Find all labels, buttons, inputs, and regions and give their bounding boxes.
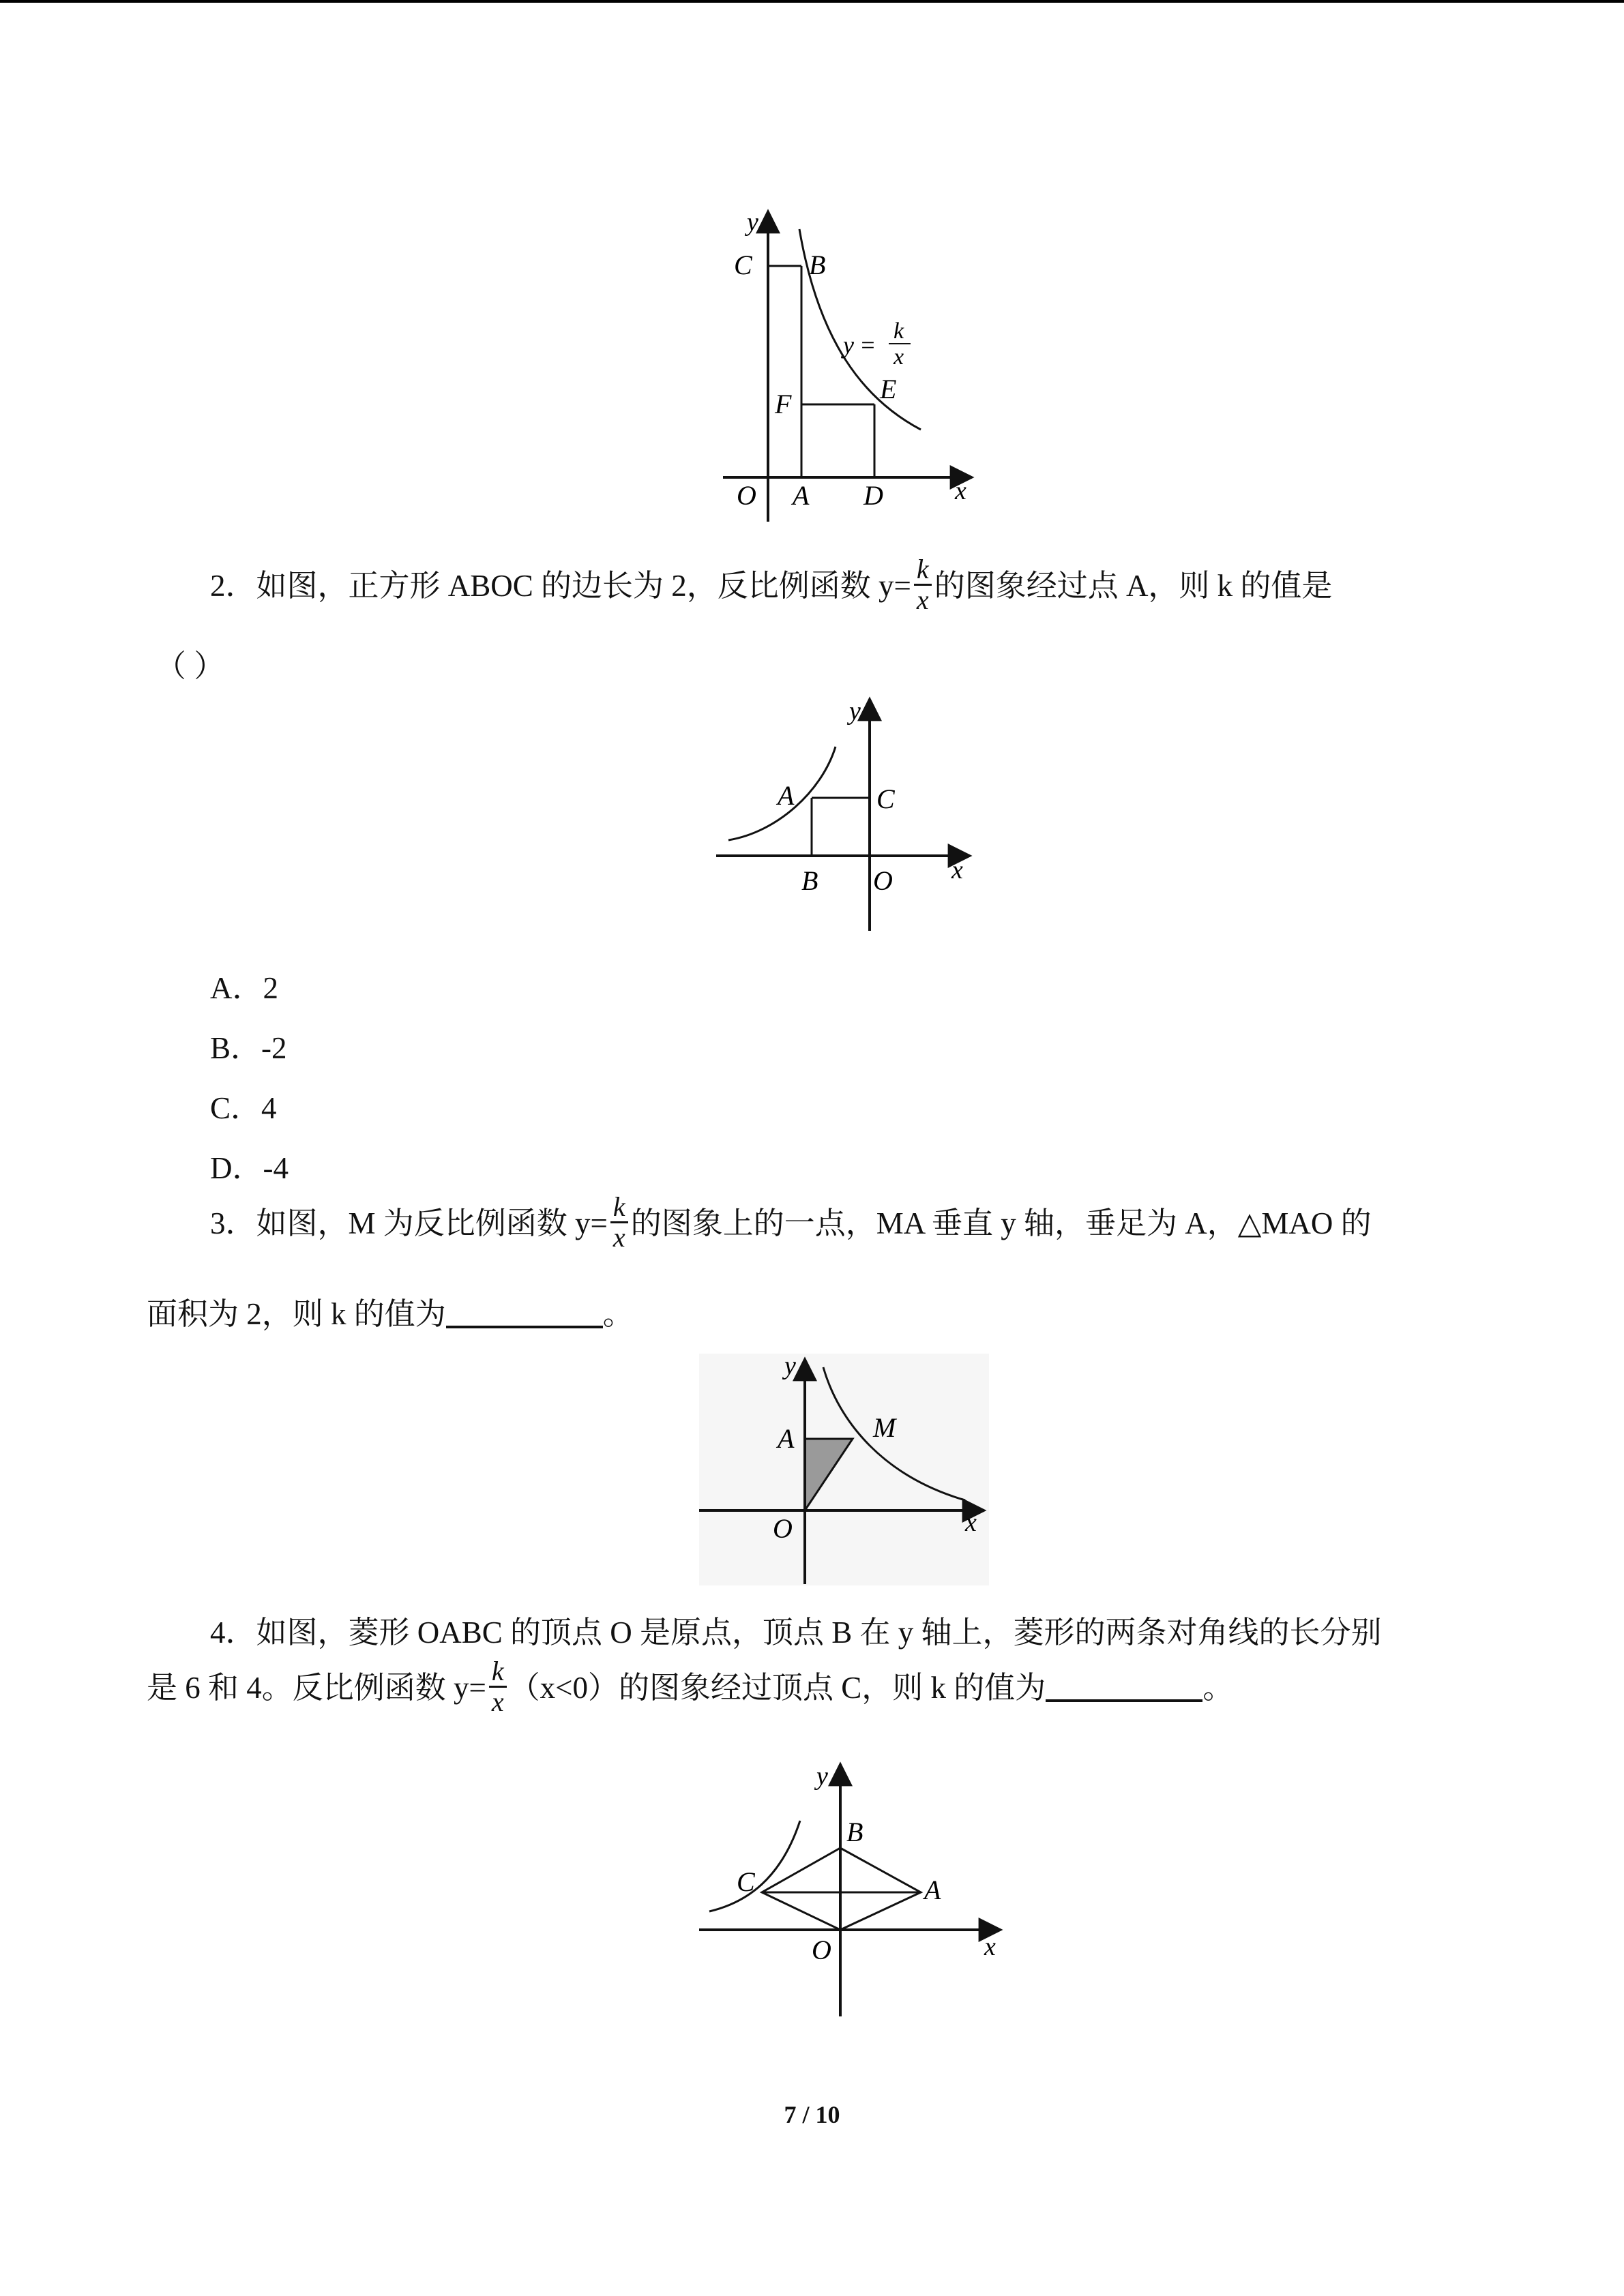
q4-line2-before: 是 6 和 4。反比例函数 y= xyxy=(147,1670,486,1705)
option-a-label: A． xyxy=(210,971,263,1005)
q3-line2-before: 面积为 2，则 k 的值为 xyxy=(147,1297,446,1331)
label-x: x xyxy=(965,1508,977,1537)
label-c: C xyxy=(876,784,895,814)
option-c-label: C． xyxy=(210,1091,262,1125)
q3-line2-after: 。 xyxy=(602,1297,634,1331)
q4-line1-text: 如图，菱形 OABC 的顶点 O 是原点，顶点 B 在 y 轴上，菱形的两条对角线的长分别 xyxy=(256,1615,1382,1650)
q2-frac-den: x xyxy=(916,584,929,615)
label-f: F xyxy=(775,389,792,419)
function-y: y xyxy=(843,331,854,359)
label-o: O xyxy=(737,480,756,511)
label-a: A xyxy=(778,780,795,811)
q3-text-before: 如图，M 为反比例函数 y= xyxy=(256,1206,608,1240)
q4-line2-mid: （x<0）的图象经过顶点 C，则 k 的值为 xyxy=(509,1670,1046,1705)
option-c xyxy=(210,1090,277,1127)
q2-number: 2． xyxy=(210,568,256,603)
q3-line2 xyxy=(147,1296,634,1332)
q4-line2-after: 。 xyxy=(1202,1670,1234,1705)
option-d-label: D． xyxy=(210,1151,263,1185)
q3-line1 xyxy=(210,1191,1372,1256)
q4-number: 4． xyxy=(210,1615,256,1650)
q4-answer-blank[interactable] xyxy=(1046,1672,1202,1702)
option-d xyxy=(210,1150,289,1187)
figure-4 xyxy=(699,1756,1013,2018)
option-b-value: -2 xyxy=(261,1031,287,1065)
q2-frac-num: k xyxy=(914,555,932,586)
label-y: y xyxy=(747,208,758,237)
label-o: O xyxy=(873,865,893,896)
label-b: B xyxy=(809,250,826,280)
figure-2 xyxy=(709,689,982,941)
q2-text-after: 的图象经过点 A，则 k 的值是 xyxy=(934,568,1333,603)
page-number: 7 / 10 xyxy=(784,2101,840,2128)
function-eq: = xyxy=(859,331,876,359)
label-y: y xyxy=(849,697,861,726)
option-d-value: -4 xyxy=(263,1151,289,1185)
q3-answer-blank[interactable] xyxy=(446,1298,603,1328)
q4-frac-num: k xyxy=(489,1657,507,1688)
q4-line2 xyxy=(147,1656,1234,1720)
q4-line1 xyxy=(210,1614,1382,1651)
q2-answer-paren: （ ） xyxy=(156,649,225,683)
function-x: x xyxy=(894,344,904,370)
function-k: k xyxy=(894,318,904,344)
option-a-value: 2 xyxy=(263,971,278,1005)
top-rule xyxy=(0,0,1624,3)
label-y: y xyxy=(816,1762,828,1791)
q3-fraction xyxy=(610,1193,628,1252)
option-a xyxy=(210,970,278,1007)
q3-text-after: 的图象上的一点，MA 垂直 y 轴，垂足为 A，△MAO 的 xyxy=(630,1206,1372,1240)
label-x: x xyxy=(951,856,963,884)
q3-frac-num: k xyxy=(610,1193,628,1223)
q2-fraction xyxy=(914,555,932,614)
label-o: O xyxy=(773,1513,793,1544)
label-c: C xyxy=(737,1866,755,1897)
q4-frac-den: x xyxy=(491,1686,504,1717)
label-m: M xyxy=(873,1412,896,1443)
option-b xyxy=(210,1030,287,1067)
option-c-value: 4 xyxy=(261,1091,277,1125)
label-e: E xyxy=(880,374,897,404)
q4-fraction xyxy=(489,1657,507,1716)
label-a: A xyxy=(778,1423,795,1454)
q2-line1 xyxy=(210,554,1333,618)
label-o: O xyxy=(812,1935,831,1965)
label-a: A xyxy=(793,480,810,511)
q3-number: 3． xyxy=(210,1206,256,1240)
label-b: B xyxy=(801,865,818,896)
label-y: y xyxy=(784,1354,796,1380)
label-b: B xyxy=(846,1817,863,1847)
q3-frac-den: x xyxy=(612,1222,625,1253)
label-c: C xyxy=(734,250,752,280)
label-x: x xyxy=(984,1933,996,1961)
figure-background xyxy=(699,1354,989,1585)
label-d: D xyxy=(863,480,883,511)
q2-text-before: 如图，正方形 ABOC 的边长为 2，反比例函数 y= xyxy=(256,568,911,603)
option-b-label: B． xyxy=(210,1031,262,1065)
figure-1 xyxy=(709,205,982,525)
figure-3 xyxy=(699,1354,989,1585)
label-a: A xyxy=(924,1875,941,1905)
label-x: x xyxy=(955,477,966,505)
